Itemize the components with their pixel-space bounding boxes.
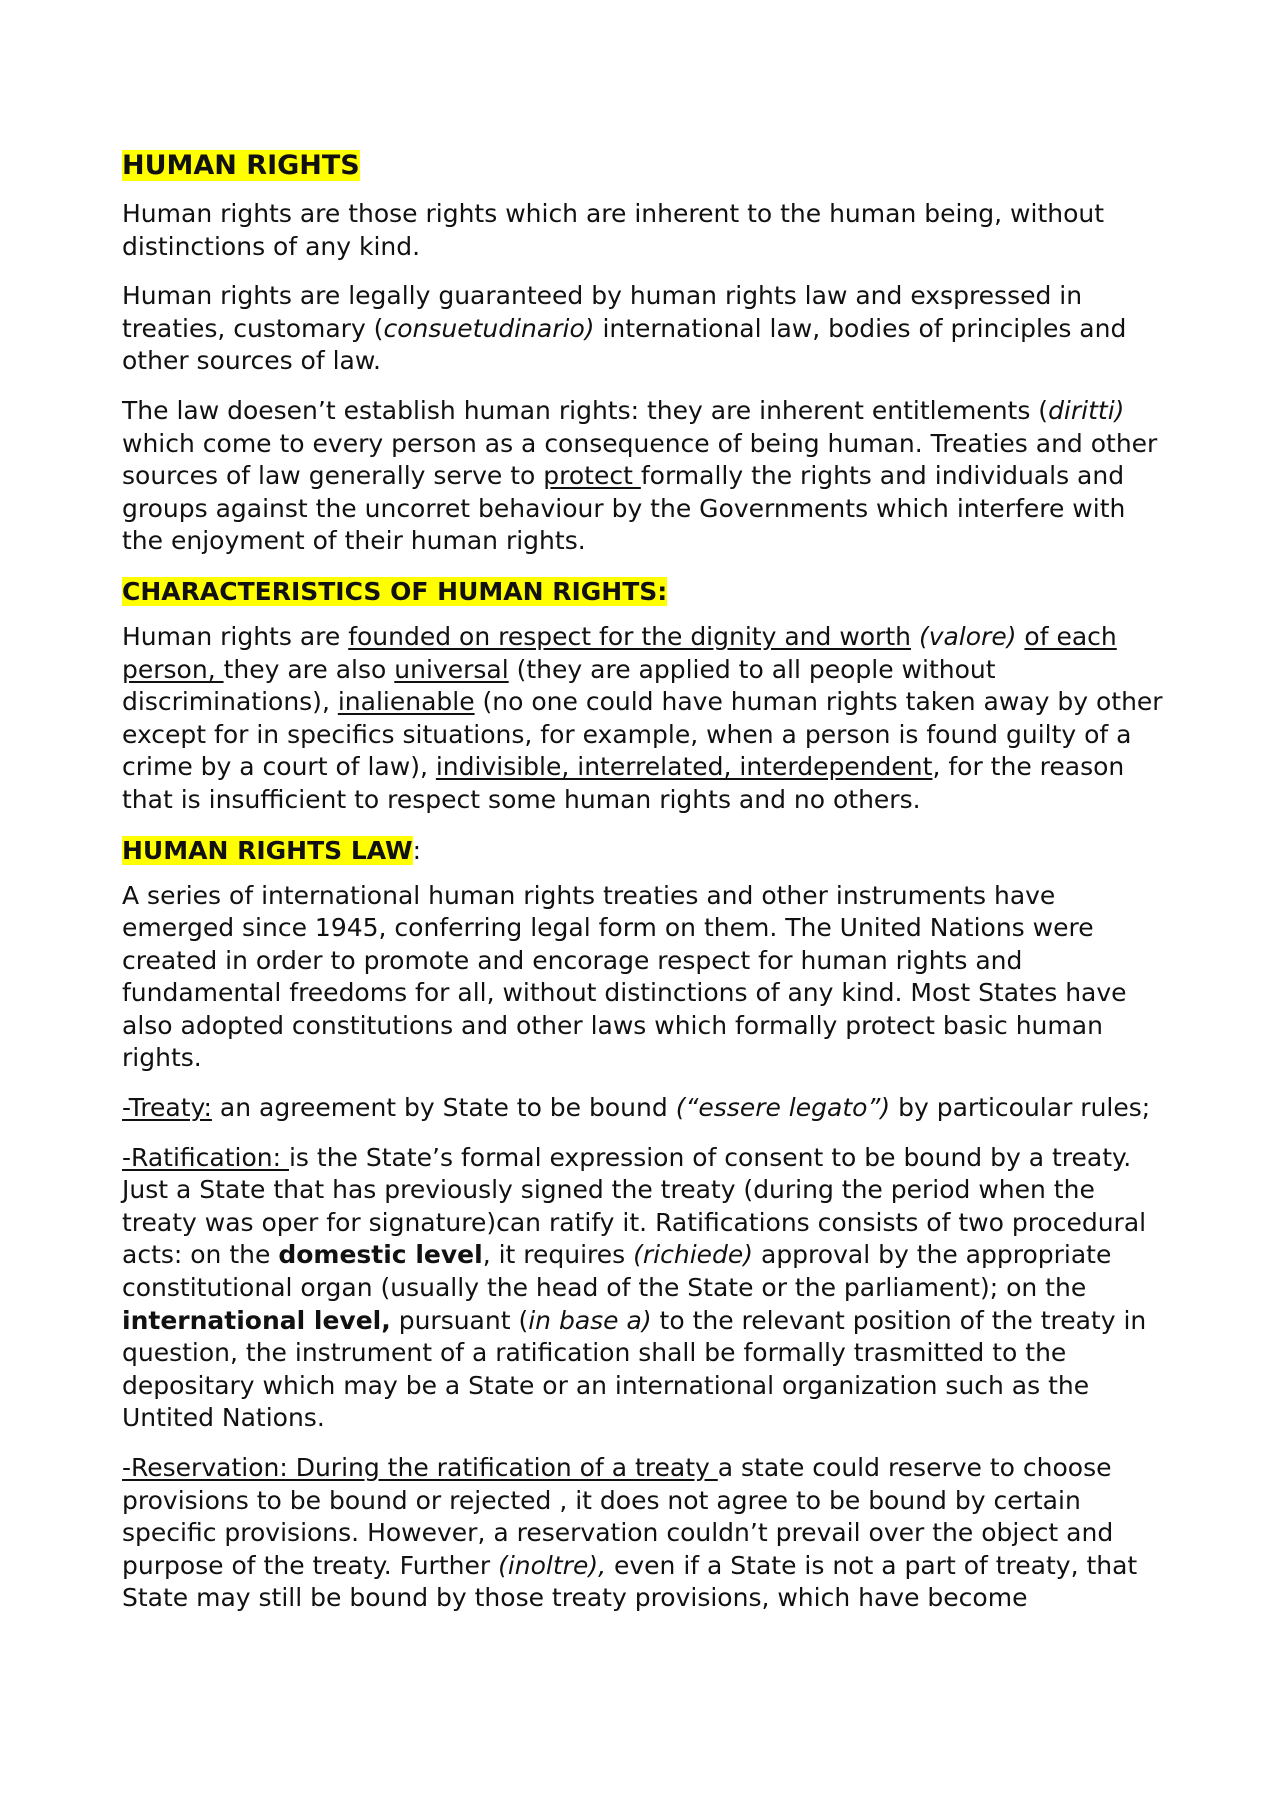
intro-paragraph-3: The law doesen’t establish human rights: they are inherent entitlements (diritti) which come to every person as a consequence of being human. Treaties and other sources of law generally serve to protect formally the rights and individuals and groups against the uncorret behaviour by the Governments which interfere with the enjoyment of their human rights.: [122, 395, 1158, 556]
ratification-definition: -Ratification: is the State’s formal expression of consent to be bound by a treaty. Just a State that has previously signed the treaty (during the period when the treaty was oper for signature)can ratify it. Ratifications consists of two procedural acts: on the domestic level, it requires (richiede) approval by the appropriate constitutional organ (usually the head of the State or the parliament); on the international level, pursuant (in base a) to the relevant position of the treaty in question, the instrument of a ratification shall be formally trasmitted to the depositary which may be a State or an international organization such as the Untited Nations.: [122, 1142, 1147, 1433]
ratification-term: -Ratification:: [122, 1142, 289, 1172]
intro-paragraph-2: Human rights are legally guaranteed by human rights law and exspressed in treaties, customary (consuetudinario) international law, bodies of principles and other sources of law.: [122, 281, 1127, 376]
reservation-term: -Reservation: During the ratification of a treaty: [122, 1453, 718, 1482]
characteristics-paragraph: Human rights are founded on respect for the dignity and worth (valore) of each person, they are also universal (they are applied to all people without discriminations), inalienable (no one could have human rights taken away by other except for in specifics situations, for example, when a person is found guilty of a crime by a court of law), indivisible, interrelated, interdependent, for the reason that is insufficient to respect some human rights and no others.: [122, 621, 1163, 814]
law-heading: HUMAN RIGHTS LAW:: [122, 835, 422, 865]
treaty-definition: -Treaty: an agreement by State to be bound (“essere legato”) by particoular rules;: [122, 1093, 1151, 1123]
title-highlight: HUMAN RIGHTS: [122, 150, 360, 181]
treaty-term: -Treaty:: [122, 1093, 212, 1123]
intro-paragraph-1: Human rights are those rights which are inherent to the human being, without distinctions of any kind.: [122, 199, 1105, 261]
reservation-definition: -Reservation: During the ratification of a treaty a state could reserve to choose provisions to be bound or rejected , it does not agree to be bound by certain specific provisions. However, a reservation couldn’t prevail over the object and purpose of the treaty. Further (inoltre), even if a State is not a part of treaty, that State may still be bound by those treaty provisions, which have become: [122, 1453, 1138, 1613]
characteristics-heading: CHARACTERISTICS OF HUMAN RIGHTS:: [122, 576, 668, 606]
page-title: [122, 148, 1170, 184]
law-paragraph: A series of international human rights treaties and other instruments have emerged since 1945, conferring legal form on them. The United Nations were created in order to promote and encorage respect for human rights and fundamental freedoms for all, without distinctions of any kind. Most States have also adopted constitutions and other laws which formally protect basic human rights.: [122, 880, 1127, 1073]
